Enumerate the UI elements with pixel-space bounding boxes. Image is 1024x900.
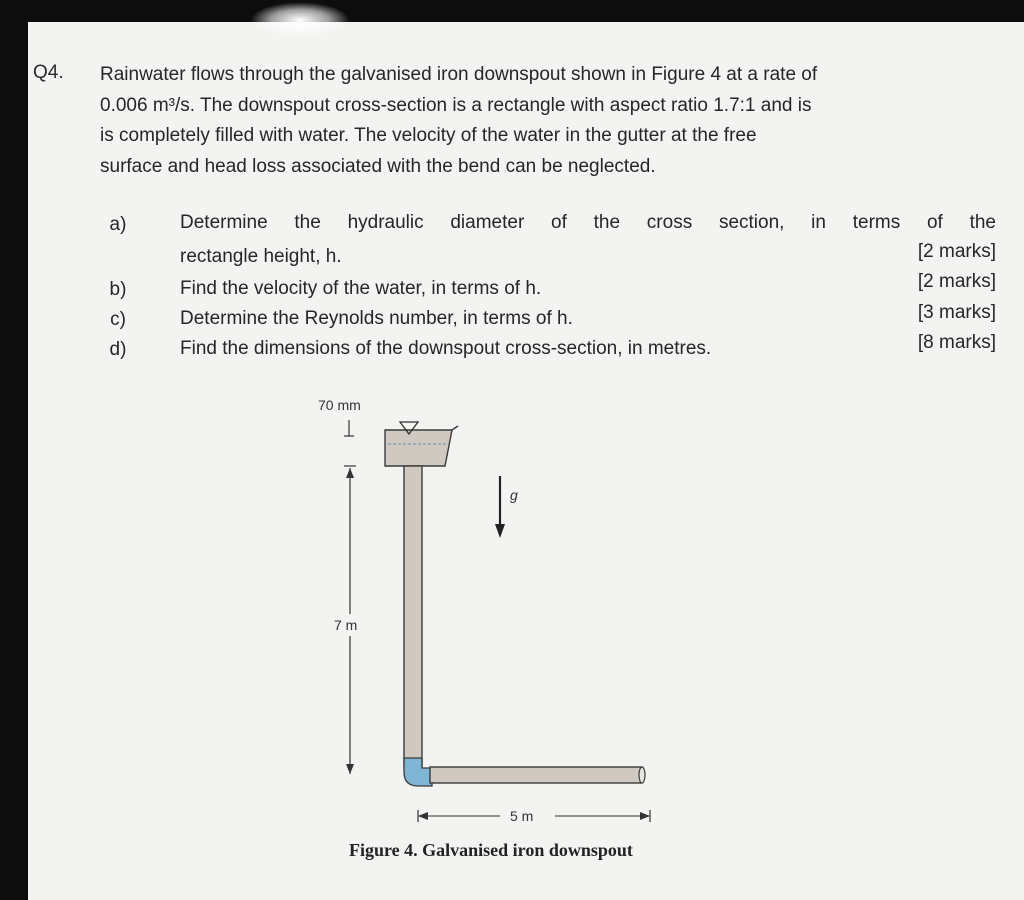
length-arrow-right — [640, 812, 650, 820]
question-number: Q4. — [33, 62, 64, 83]
part-d-marks: [8 marks] — [917, 332, 996, 353]
pipe-outlet — [639, 767, 645, 783]
gutter — [385, 430, 452, 466]
figure-caption: Figure 4. Galvanised iron downspout — [349, 840, 633, 860]
part-b-marks: [2 marks] — [917, 271, 996, 292]
length-arrow-left — [418, 812, 428, 820]
part-d-label: d) — [109, 339, 127, 360]
gravity-label: g — [510, 487, 518, 503]
height-arrow-bottom — [346, 764, 354, 774]
height-label: 7 m — [334, 617, 358, 633]
part-b-text: Find the velocity of the water, in terms of h. — [180, 278, 542, 299]
part-d-text: Find the dimensions of the downspout cross-section, in metres. — [180, 338, 712, 359]
height-arrow-top — [346, 468, 354, 478]
intro-line-4: surface and head loss associated with the bend can be neglected. — [100, 155, 656, 177]
part-c-text: Determine the Reynolds number, in terms of h. — [180, 308, 573, 329]
part-a-label: a) — [109, 214, 127, 235]
gutter-width-label: 70 mm — [318, 397, 361, 413]
flow-rate: 0.006 m³/s — [100, 94, 190, 116]
intro-line-2-rest: . The downspout cross-section is a rectangle with aspect ratio 1.7:1 and is — [189, 94, 812, 116]
gravity-arrow-head — [495, 524, 505, 538]
part-a-text-line2: rectangle height, h. — [180, 246, 342, 267]
part-a-text-line1: Determine the hydraulic diameter of the cross section, in terms of the — [180, 212, 996, 233]
intro-line-1: Rainwater flows through the galvanised iron downspout shown in Figure 4 at a rate of — [100, 64, 818, 85]
part-c-label: c) — [110, 309, 126, 330]
part-a-marks: [2 marks] — [917, 241, 996, 262]
gutter-lip — [452, 426, 458, 430]
length-label: 5 m — [510, 808, 534, 824]
intro-line-3: is completely filled with water. The velocity of the water in the gutter at the free — [100, 125, 757, 146]
pipe-bend — [404, 758, 432, 786]
horizontal-pipe — [430, 767, 642, 783]
vertical-pipe — [404, 466, 422, 766]
part-c-marks: [3 marks] — [917, 302, 996, 323]
part-b-label: b) — [109, 279, 127, 300]
